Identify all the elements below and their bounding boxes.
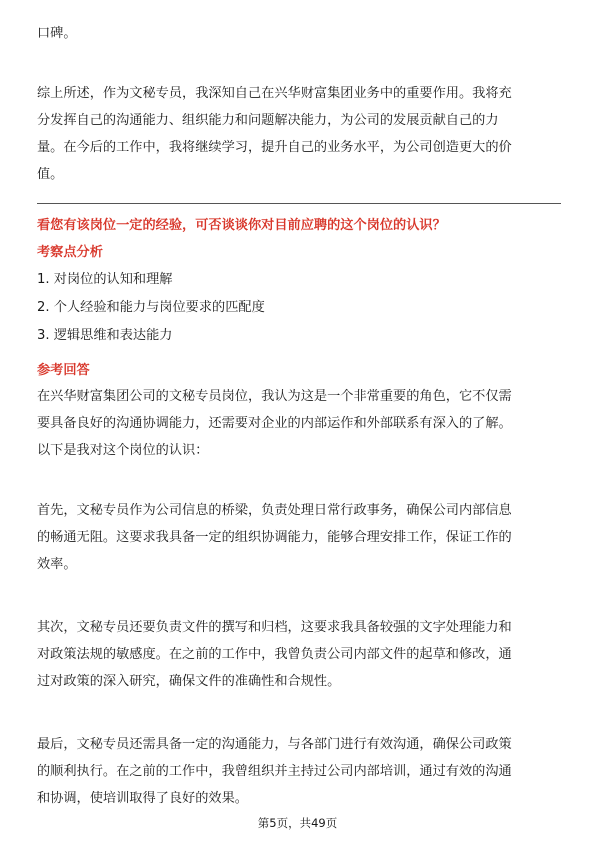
text-line: 值。 bbox=[37, 167, 64, 182]
text-line: 的顺利执行。在之前的工作中，我曾组织并主持过公司内部培训，通过有效的沟通 bbox=[37, 764, 512, 779]
text-line: 过对政策的深入研究，确保文件的准确性和合规性。 bbox=[37, 674, 341, 689]
intro-tail-paragraph bbox=[37, 20, 561, 47]
text-line: 以下是我对这个岗位的认识： bbox=[37, 443, 209, 458]
text-line: 量。在今后的工作中，我将继续学习，提升自己的业务水平，为公司创造更大的价 bbox=[37, 140, 512, 155]
text-line: 分发挥自己的沟通能力、组织能力和问题解决能力，为公司的发展贡献自己的力 bbox=[37, 113, 499, 128]
analysis-point: 1. 对岗位的认知和理解 bbox=[37, 272, 173, 287]
page-number-footer: 第5页，共49页 bbox=[257, 816, 338, 830]
text-line: 对政策法规的敏感度。在之前的工作中，我曾负责公司内部文件的起草和修改，通 bbox=[37, 647, 512, 662]
text-line: 首先，文秘专员作为公司信息的桥梁，负责处理日常行政事务，确保公司内部信息 bbox=[37, 503, 512, 518]
section-divider bbox=[37, 203, 561, 204]
analysis-point: 3. 逻辑思维和表达能力 bbox=[37, 328, 173, 343]
text-line: 最后，文秘专员还需具备一定的沟通能力，与各部门进行有效沟通，确保公司政策 bbox=[37, 737, 512, 752]
analysis-heading: 考察点分析 bbox=[37, 245, 103, 260]
interview-question: 看您有该岗位一定的经验，可否谈谈你对目前应聘的这个岗位的认识？ bbox=[37, 218, 446, 233]
answer-paragraph bbox=[37, 383, 561, 464]
answer-heading: 参考回答 bbox=[37, 363, 90, 378]
analysis-point: 2. 个人经验和能力与岗位要求的匹配度 bbox=[37, 300, 265, 315]
text-line: 口碑。 bbox=[37, 26, 77, 41]
text-line: 效率。 bbox=[37, 557, 77, 572]
text-line: 的畅通无阻。这要求我具备一定的组织协调能力，能够合理安排工作，保证工作的 bbox=[37, 530, 512, 545]
text-line: 其次，文秘专员还要负责文件的撰写和归档，这要求我具备较强的文字处理能力和 bbox=[37, 620, 512, 635]
text-line: 和协调，使培训取得了良好的效果。 bbox=[37, 791, 248, 806]
summary-paragraph bbox=[37, 80, 561, 188]
text-line: 要具备良好的沟通协调能力，还需要对企业的内部运作和外部联系有深入的了解。 bbox=[37, 416, 512, 431]
answer-paragraph bbox=[37, 497, 561, 578]
text-line: 综上所述，作为文秘专员，我深知自己在兴华财富集团业务中的重要作用。我将充 bbox=[37, 86, 512, 101]
answer-paragraph bbox=[37, 731, 561, 812]
text-line: 在兴华财富集团公司的文秘专员岗位，我认为这是一个非常重要的角色，它不仅需 bbox=[37, 389, 512, 404]
answer-paragraph bbox=[37, 614, 561, 695]
